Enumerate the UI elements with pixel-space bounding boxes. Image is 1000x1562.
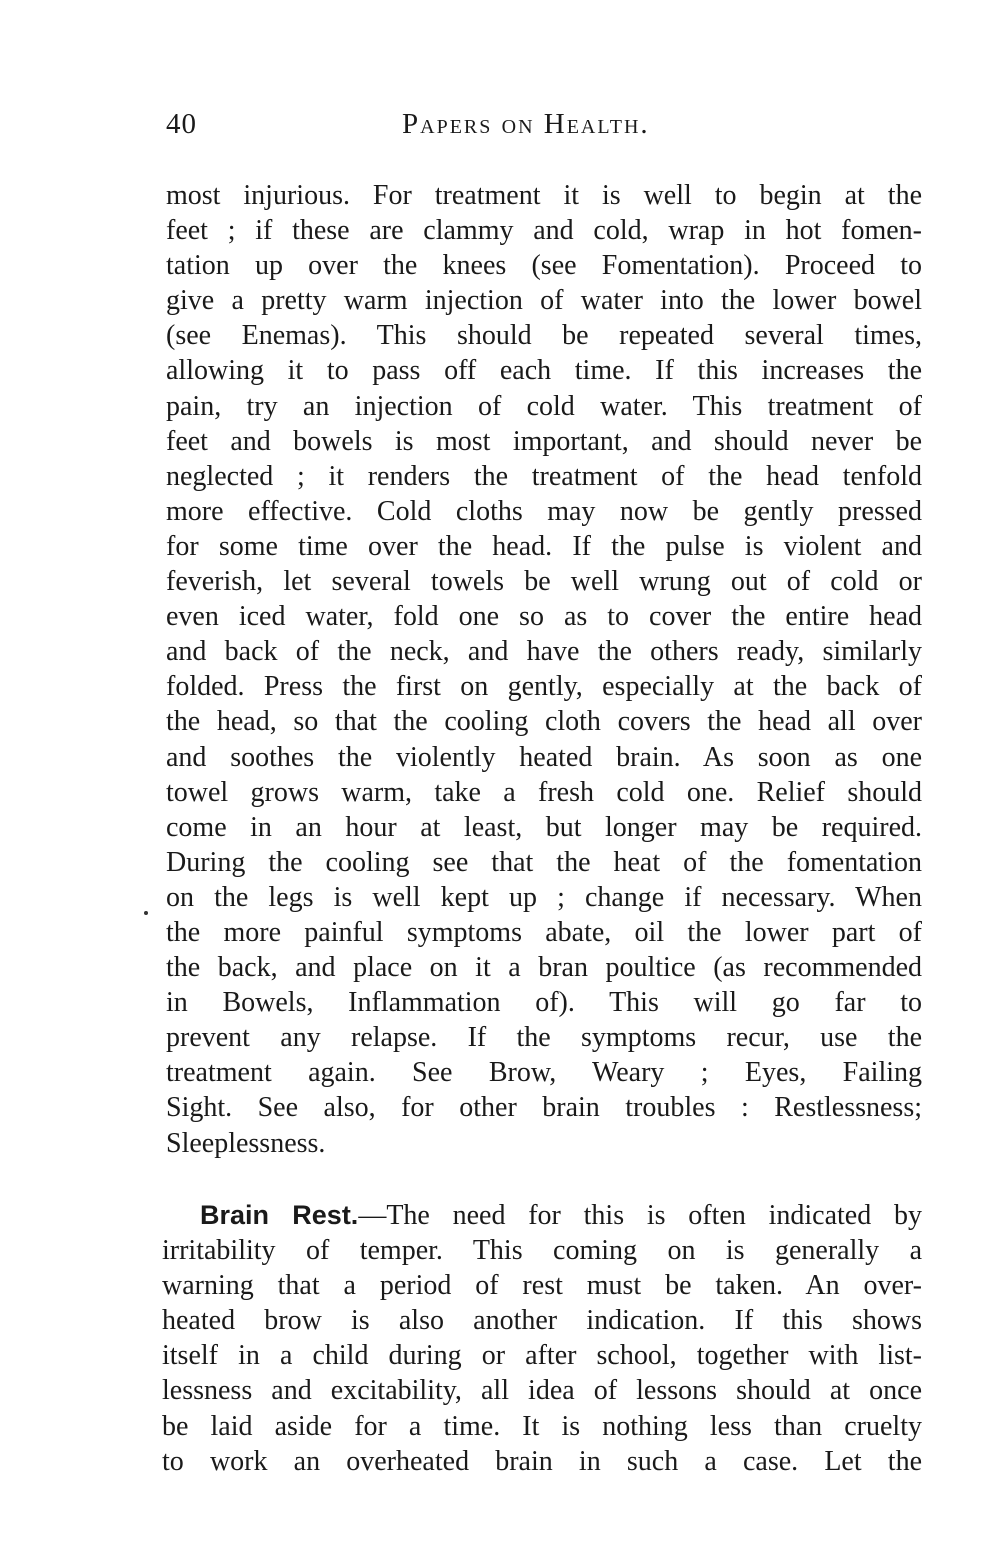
text-line: in Bowels, Inflammation of). This will go far to (166, 987, 922, 1019)
text-line: prevent any relapse. If the symptoms recur, use the (166, 1022, 922, 1054)
text-line: allowing it to pass off each time. If this increases the (166, 355, 922, 387)
text-line: give a pretty warm injection of water into the lower bowel (166, 285, 922, 317)
text-line: on the legs is well kept up ; change if necessary. When (166, 881, 922, 913)
text-line: the more painful symptoms abate, oil the lower part of (166, 916, 922, 948)
text-line: neglected ; it renders the treatment of the head tenfold (166, 460, 922, 492)
text-line: most injurious. For treatment it is well to begin at the (166, 180, 922, 211)
text-line: the back, and place on it a bran poultice (as recommended (166, 952, 922, 984)
page-number: 40 (166, 108, 197, 140)
brain-rest-entry (162, 1198, 922, 1479)
text-line: the head, so that the cooling cloth covers the head all over (166, 706, 922, 738)
print-speck (144, 911, 148, 915)
text-line: pain, try an injection of cold water. This treatment of (166, 390, 922, 422)
text-line: for some time over the head. If the pulse is violent and (166, 530, 922, 562)
text-line: itself in a child during or after school, together with list- (162, 1340, 922, 1372)
text-line: be laid aside for a time. It is nothing less than cruelty (162, 1410, 922, 1442)
text-line: (see Enemas). This should be repeated several times, (166, 320, 922, 352)
text-line: warning that a period of rest must be taken. An over- (162, 1270, 922, 1302)
text-line: irritability of temper. This coming on is generally a (162, 1235, 922, 1267)
running-title: Papers on Health. (402, 108, 650, 140)
text-line: and soothes the violently heated brain. As soon as one (166, 741, 922, 773)
text-line: feet ; if these are clammy and cold, wrap in hot fomen- (166, 215, 922, 247)
body-paragraph (166, 178, 922, 1161)
text-line: even iced water, fold one so as to cover the entire head (166, 601, 922, 633)
text-line: tation up over the knees (see Fomentation). Proceed to (166, 250, 922, 282)
text-line-with-heading (162, 1198, 922, 1233)
text-line: heated brow is also another indication. If this shows (162, 1305, 922, 1337)
text-line: folded. Press the first on gently, especially at the back of (166, 671, 922, 703)
text-line: to work an overheated brain in such a case. Let the (162, 1445, 922, 1477)
text-line: and back of the neck, and have the others ready, similarly (166, 636, 922, 668)
entry-heading: Brain Rest. (200, 1200, 359, 1230)
text-line: come in an hour at least, but longer may be required. (166, 811, 922, 843)
text-line: lessness and excitability, all idea of lessons should at once (162, 1375, 922, 1407)
text-line: feet and bowels is most important, and should never be (166, 425, 922, 457)
text-line: feverish, let several towels be well wrung out of cold or (166, 566, 922, 598)
text-line: Sight. See also, for other brain troubles : Restlessness; (166, 1092, 922, 1124)
text-line: Sleeplessness. (166, 1127, 326, 1159)
text-line: towel grows warm, take a fresh cold one. Relief should (166, 776, 922, 808)
entry-first-line: —The need for this is often indicated by (358, 1200, 922, 1231)
text-line: treatment again. See Brow, Weary ; Eyes, Failing (166, 1057, 922, 1089)
text-line: more effective. Cold cloths may now be gently pressed (166, 495, 922, 527)
page-header (166, 108, 922, 148)
text-line: During the cooling see that the heat of the fomentation (166, 846, 922, 878)
